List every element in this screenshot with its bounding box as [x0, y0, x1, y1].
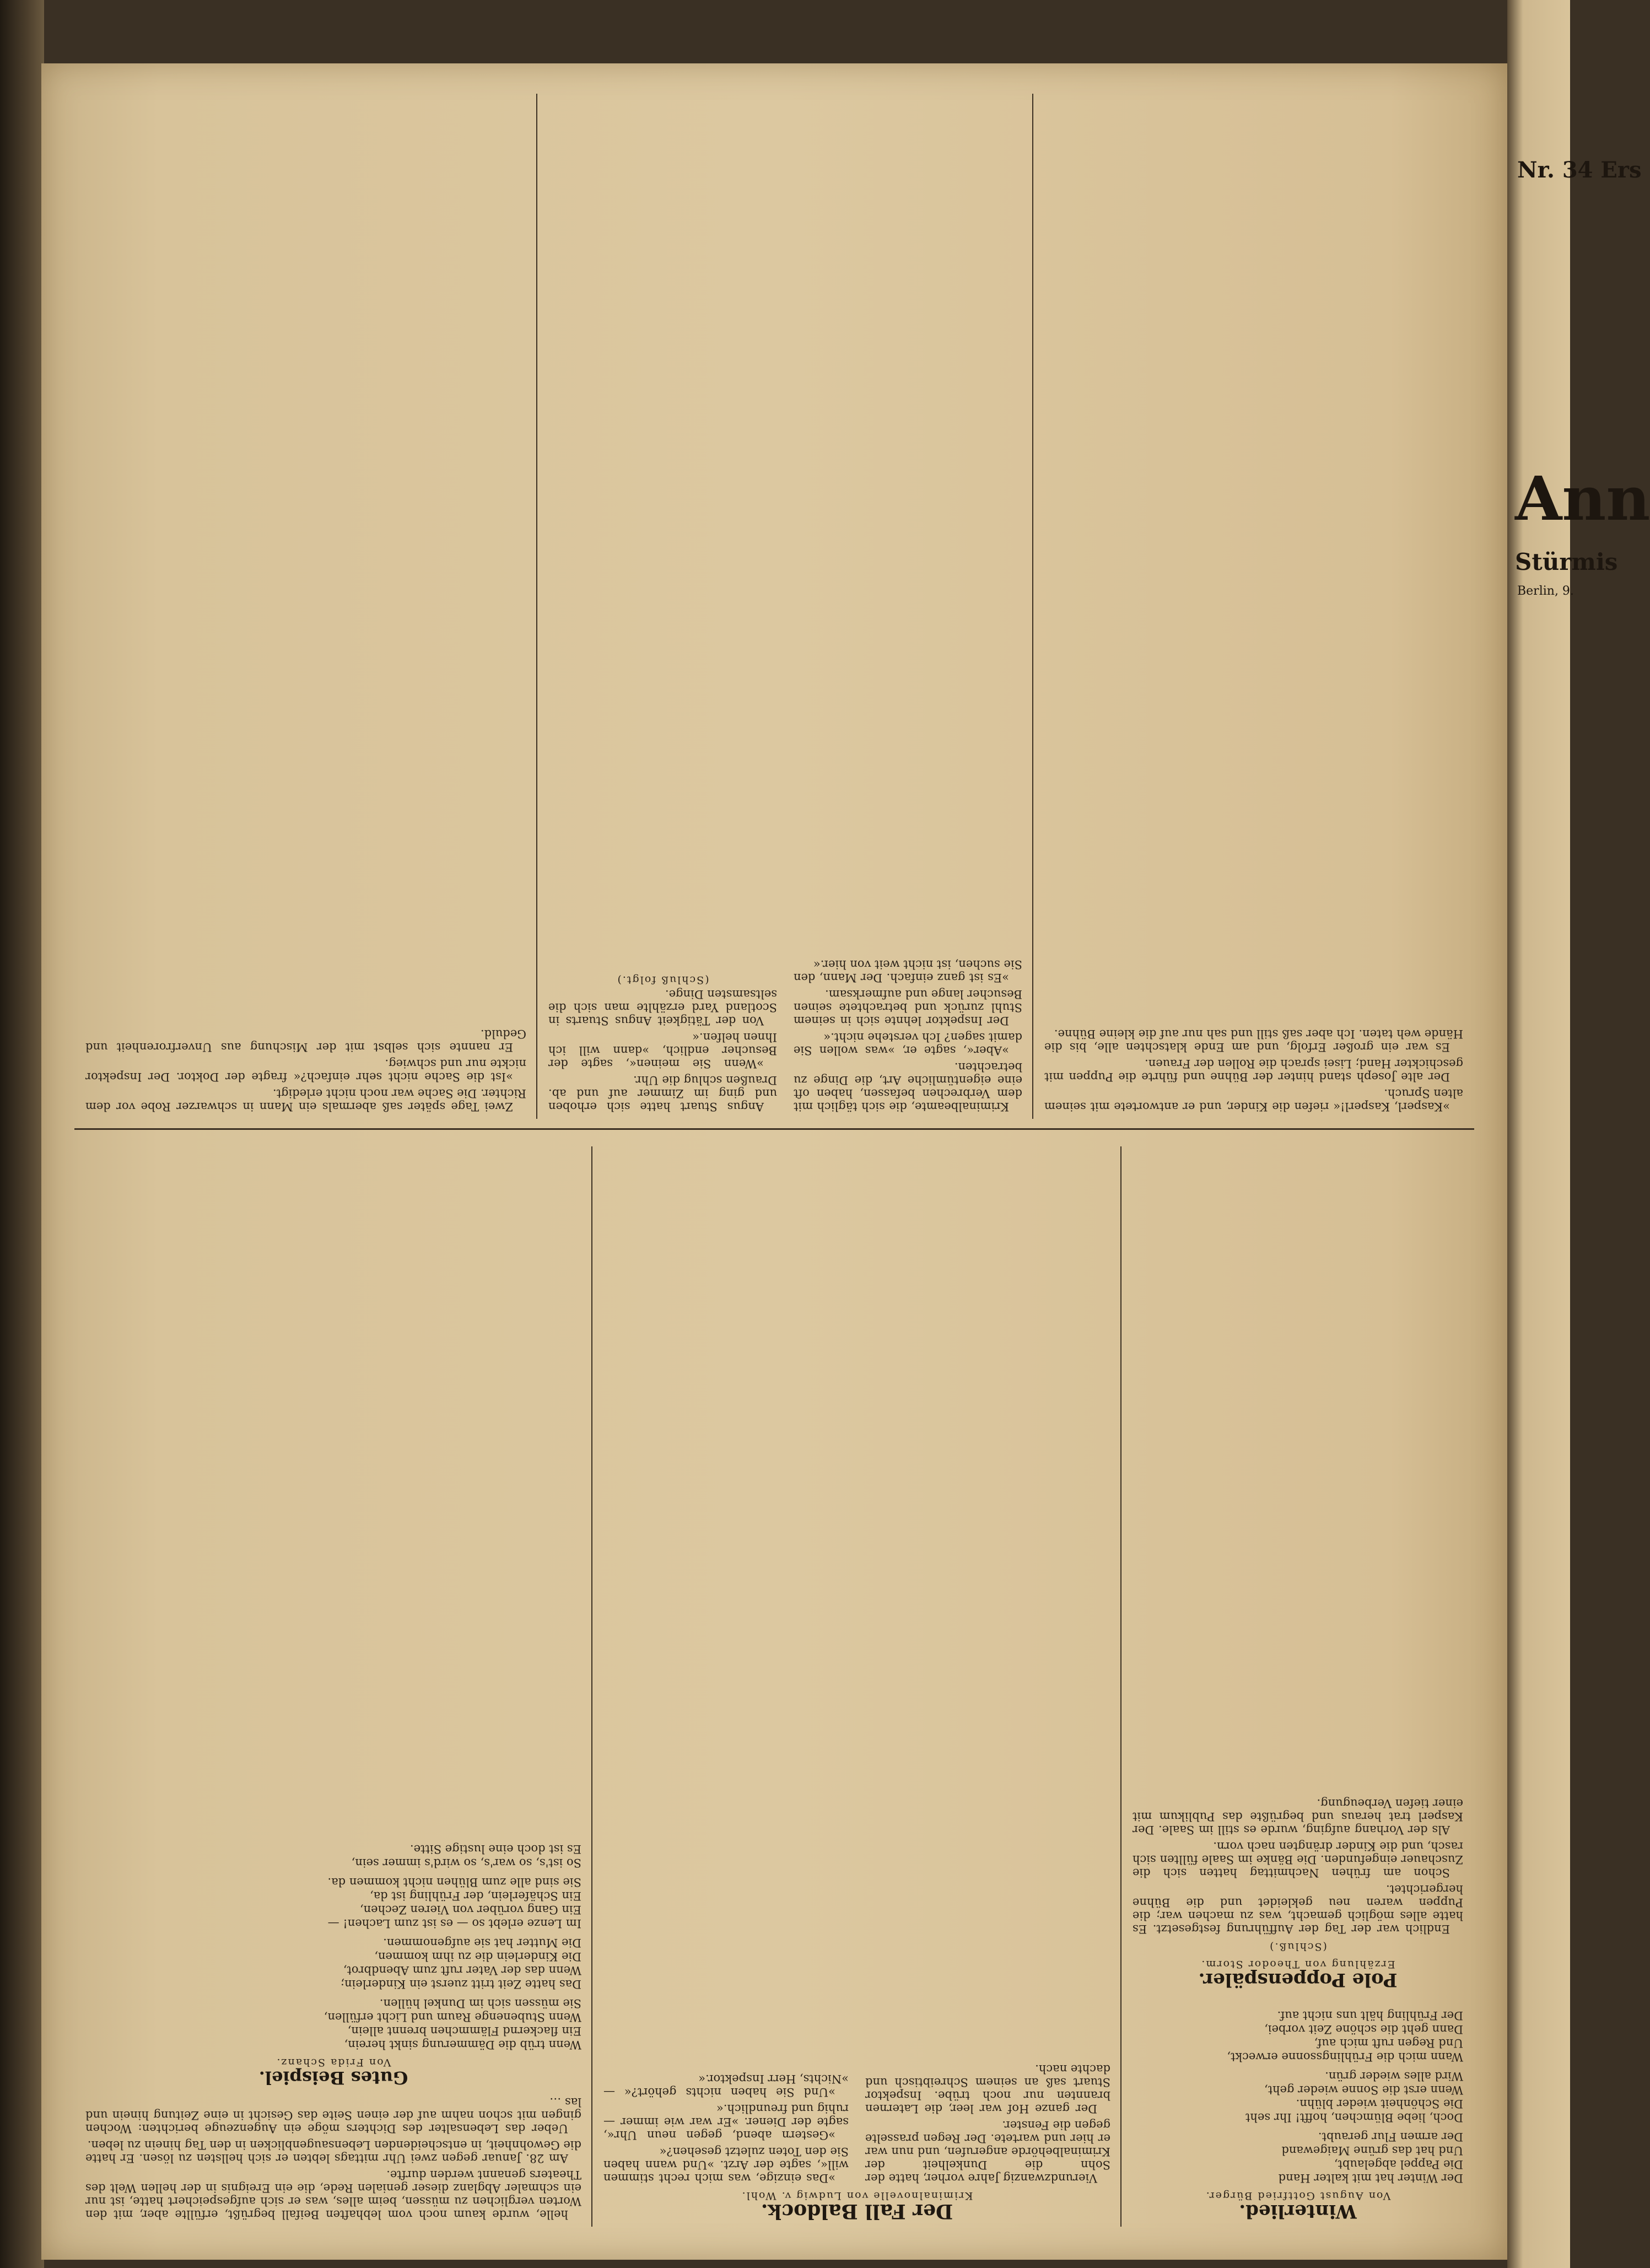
verse-line: Ein Schäferlein, der Frühling ist da, [370, 1889, 581, 1903]
paragraph: »Kasperl, Kasperl!« riefen die Kinder, und er antwortete mit seinem alten Spruch. [1044, 1087, 1463, 1113]
paragraph: »Gestern abend, gegen neun Uhr«, sagte der Diener. »Er war wie immer — ruhig und freundlich.« [603, 2102, 849, 2142]
verse-line: Ein flackernd Flämmchen brennt allein, [347, 2024, 581, 2038]
paragraph: Kriminalbeamte, die sich täglich mit dem Verbrechen befassen, haben oft eine eigentümliche Art, die Dinge zu betrachten. [794, 1060, 1022, 1113]
winterlied-title: Winterlied. [1239, 2200, 1357, 2222]
verse-line: So ist's, so war's, so wird's immer sein, [351, 1856, 581, 1870]
verse-line: Und hat das grüne Maigewand [1281, 2144, 1463, 2157]
paragraph: »Aber«, sagte er, »was wollen Sie damit sagen? Ich verstehe nicht.« [794, 1031, 1022, 1057]
stanza [85, 1875, 581, 1930]
verse-line: Der armen Flur geraubt. [1318, 2130, 1463, 2143]
verse-line: Sie müssen sich im Dunkel hüllen. [379, 1997, 581, 2010]
paragraph: Der ganze Hof war leer, die Laternen brannten nur noch trübe. Inspektor Stuart saß an seinem Schreibtisch und dachte nach. [865, 2062, 1110, 2115]
bottom-left-column [85, 94, 526, 1113]
stanza [1133, 2008, 1463, 2064]
issue-number: Nr. 34 Ers [1517, 157, 1642, 183]
paragraph: »Und Sie haben nichts gehört?« — »Nichts, Herr Inspektor.« [603, 2072, 849, 2099]
pole-text [1133, 1797, 1463, 1936]
rotated-content [41, 63, 1507, 2260]
baldock-column [603, 1141, 1110, 2221]
paragraph: Endlich war der Tag der Aufführung festgesetzt. Es hatte alles möglich gemacht, was zu machen war; die Puppen waren neu gekleidet und die Bühne hergerichtet. [1133, 1883, 1463, 1936]
verse-line: Wann mich die Frühlingssonne erweckt, [1227, 2050, 1463, 2064]
verse-line: Ein Gang vorüber von Vieren Zechen, [359, 1903, 581, 1916]
verse-line: Wenn Stubenenge Raum und Licht erfüllen, [323, 2011, 581, 2024]
verse-line: Sie sind alle zum Blühen nicht kommen da. [327, 1876, 581, 1889]
bottom-center-column [548, 94, 1022, 1113]
verse-line: Wird alles wieder grün. [1325, 2070, 1463, 2083]
paragraph: »Wenn Sie meinen«, sagte der Besucher endlich, »dann will ich Ihnen helfen.« [548, 1031, 777, 1070]
verse-line: Die Schönheit wieder blühn. [1296, 2097, 1463, 2110]
column-rule [536, 94, 537, 1119]
paragraph: Angus Stuart hatte sich erhoben und ging im Zimmer auf und ab. Draußen schlug die Uhr. [548, 1074, 777, 1113]
pole-subtitle: Erzählung von Theodor Storm. [1200, 1958, 1395, 1970]
verse-line: Die Kinderlein die zu ihm kommen, [374, 1950, 581, 1963]
poem-title: Gutes Beispiel. [258, 2067, 408, 2088]
baldock-title: Der Fall Baldock. [761, 2200, 953, 2223]
stanza [85, 1996, 581, 2051]
poem-stanzas [85, 1842, 581, 2051]
baldock-subtitle: Kriminalnovelle von Ludwig v. Wohl. [741, 2190, 973, 2202]
pole-title: Pole Poppenspäler. [1198, 1969, 1398, 1991]
winterlied-stanzas [1133, 2008, 1463, 2185]
verse-line: Das hatte Zeit tritt zuerst ein Kinderlein; [340, 1978, 581, 1991]
column-rule [1120, 1146, 1121, 2227]
paragraph: »Ist die Sache nicht sehr einfach?« fragte der Doktor. Der Inspektor nickte nur und schwieg. [85, 1057, 526, 1084]
paragraph: Von der Tätigkeit Angus Stuarts in Scotland Yard erzählte man sich die seltsamsten Dinge. [548, 988, 777, 1027]
paragraph: helle, wurde kaum noch vom lebhaften Beifall begrüßt, erfüllte aber, mit den Worten verglichen zu müssen, beim alles, was er sich aufgespeichert hatte, ist nur ein schmaler Abglanz dieser genialen Rede, die ein Ereignis in der hellen Welt des Theaters genannt werden durfte. [85, 2168, 581, 2221]
horizontal-rule [74, 1128, 1474, 1130]
verse-line: Die Mutter hat sie aufgenommen. [383, 1936, 581, 1949]
book-binding [0, 0, 44, 2268]
column-rule [591, 1146, 592, 2227]
dateline-fragment: Berlin, 9. [1517, 584, 1574, 598]
continued-note: (Schluß folgt.) [616, 974, 709, 986]
paragraph: Es war ein großer Erfolg, und am Ende klatschten alle, bis die Hände weh taten. Ich aber saß still und sah nur auf die kleine Bühne. [1044, 1027, 1463, 1054]
poem-author: Von Frida Schanz. [276, 2056, 391, 2068]
masthead-fragment: Ann [1515, 463, 1650, 534]
verse-line: Dann geht die schöne Zeit vorbei, [1264, 2023, 1463, 2036]
paragraph: Zwei Tage später saß abermals ein Mann in schwarzer Robe vor dem Richter. Die Sache war noch nicht erledigt. [85, 1087, 526, 1113]
verse-line: Wenn erst die Sonne wieder geht, [1264, 2083, 1463, 2097]
verse-line: Doch, liebe Blümchen, hofft! Ihr seht [1245, 2111, 1463, 2124]
paragraph: Am 28. Januar gegen zwei Uhr mittags lebten er sich hellsten zu lösen. Er hatte die Gewohnheit, in entscheidenden Lebensaugenblicken in den Tag hinein zu leben. [85, 2138, 581, 2165]
paragraph: »Das einzige, was mich recht stimmen will«, sagte der Arzt. »Und wann haben Sie den Toten zuletzt gesehen?« [603, 2145, 849, 2185]
adjacent-page-strip [1507, 0, 1650, 2268]
verse-line: Der Winter hat mit kalter Hand [1278, 2172, 1463, 2185]
paragraph: Vierundzwanzig Jahre vorher, hatte der Sohn die Dunkelheit der Kriminalbehörde angerufen, und nun war er hier und wartete. Der Regen prasselte gegen die Fenster. [865, 2119, 1110, 2185]
stanza [1133, 2130, 1463, 2185]
verse-line: Im Lenze erlebt so — es ist zum Lachen! — [327, 1917, 581, 1930]
paragraph: Als der Vorhang aufging, wurde es still im Saale. Der Kasperl trat heraus und begrüßte das Publikum mit einer tiefen Verbeugung. [1133, 1797, 1463, 1836]
winterlied-author: Von August Gottfried Bürger. [1205, 2190, 1391, 2202]
paragraph: Ueber das Lebensalter des Dichters möge ein Augenzeuge berichten: Wochen gingen mit schon nahm auf der einen Seite das Gesicht in eine Zeitung hinein und las … [85, 2095, 581, 2135]
baldock-text [603, 2062, 1110, 2185]
left-text [85, 2095, 581, 2221]
newspaper-page [41, 63, 1507, 2260]
verse-line: Und Regen ruft mich auf, [1314, 2037, 1463, 2050]
paragraph: Der Inspektor lehnte sich in seinem Stuhl zurück und betrachtete seinen Besucher lange und aufmerksam. [794, 988, 1022, 1027]
left-column [85, 1141, 581, 2221]
verse-line: Die Pappel abgelaubt, [1334, 2158, 1463, 2171]
paragraph: Er nannte sich selbst mit der Mischung aus Unverfrorenheit und Geduld. [85, 1027, 526, 1054]
verse-line: Es ist doch eine lustige Sitte. [409, 1843, 581, 1856]
pole-note: (Schluß.) [1269, 1941, 1327, 1953]
column-rule [1032, 94, 1033, 1119]
paragraph: Schon am frühen Nachmittag hatten sich die Zuschauer eingefunden. Die Bänke im Saale füllten sich rasch, und die Kinder drängten nach vorn. [1133, 1840, 1463, 1879]
verse-line: Wenn das der Vater ruft zum Abendbrot, [343, 1964, 581, 1977]
winterlied-column [1133, 1141, 1463, 2221]
paragraph: »Es ist ganz einfach. Der Mann, den Sie suchen, ist nicht weit von hier.« [794, 958, 1022, 984]
bottom-right-column [1044, 94, 1463, 1113]
baldock-extra-text [85, 1027, 526, 1113]
stanza [85, 1842, 581, 1870]
verse-line: Der Frühling hält uns nicht auf. [1277, 2009, 1463, 2022]
paragraph: Der alte Joseph stand hinter der Bühne und führte die Puppen mit geschickter Hand; Lisei sprach die Rollen der Frauen. [1044, 1057, 1463, 1084]
verse-line: Wenn trüb die Dämmerung sinkt herein, [344, 2038, 581, 2051]
stanza [1133, 2069, 1463, 2124]
pole-continued-text [1044, 1027, 1463, 1113]
stanza [85, 1936, 581, 1991]
subheading-fragment: Stürmis [1515, 548, 1618, 575]
